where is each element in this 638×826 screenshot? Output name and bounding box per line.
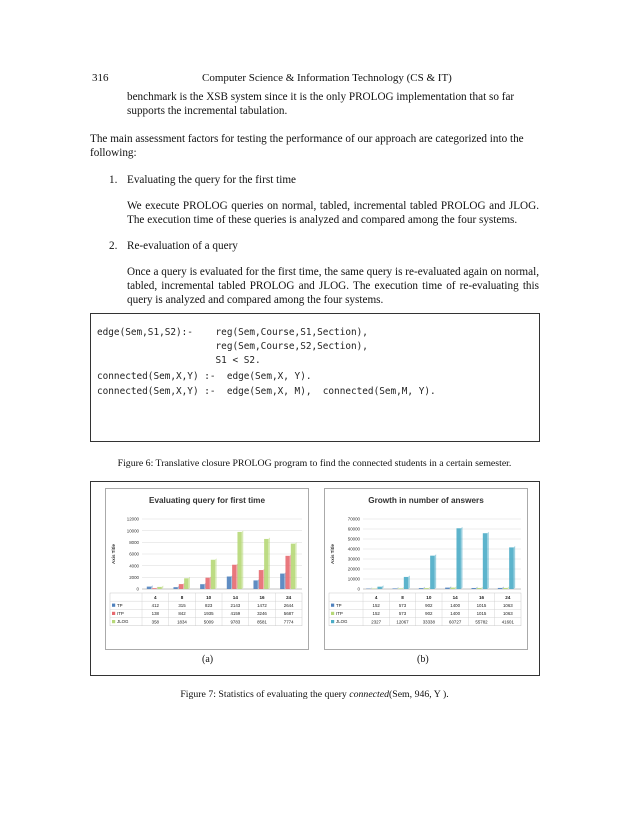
y-tick-label: 60000 bbox=[347, 526, 360, 532]
y-tick-label: 40000 bbox=[347, 546, 360, 552]
legend-swatch-jlog bbox=[331, 620, 334, 623]
y-tick-label: 20000 bbox=[347, 566, 360, 572]
bar-tp bbox=[498, 588, 502, 589]
data-label: 2143 bbox=[230, 603, 241, 608]
y-tick-label: 10000 bbox=[347, 576, 360, 582]
code-line: connected(Sem,X,Y) :- edge(Sem,X, Y). bbox=[97, 371, 312, 382]
figure-7-caption bbox=[90, 689, 539, 700]
bar-side-jlog bbox=[188, 577, 190, 589]
category-label: 4 bbox=[154, 595, 157, 600]
data-label: 1063 bbox=[502, 611, 513, 617]
bar-itp bbox=[232, 565, 236, 589]
bar-side-itp bbox=[481, 587, 483, 589]
data-label: 7774 bbox=[283, 619, 294, 625]
bar-jlog bbox=[456, 528, 460, 589]
data-label: 5009 bbox=[203, 619, 214, 625]
data-label: 902 bbox=[425, 603, 433, 608]
legend-swatch-itp bbox=[112, 612, 115, 615]
data-label: 2644 bbox=[283, 603, 294, 608]
y-tick-label: 70000 bbox=[347, 516, 360, 522]
y-tick-label: 10000 bbox=[126, 528, 139, 534]
bar-side-itp bbox=[455, 586, 457, 589]
item-1-body: We execute PROLOG queries on normal, tabled, incremental tabled PROLOG and JLOG. The execution time of these queries is analyzed and compared among the four systems. bbox=[127, 200, 539, 226]
code-line: connected(Sem,X,Y) :- edge(Sem,X, M), connected(Sem,M, Y). bbox=[97, 386, 436, 397]
data-label: 315 bbox=[178, 603, 186, 608]
legend-label-itp: ITP bbox=[117, 611, 124, 616]
data-label: 842 bbox=[178, 611, 186, 617]
data-label: 9783 bbox=[230, 619, 241, 625]
y-axis-title: Axis Title bbox=[111, 544, 116, 564]
bar-tp bbox=[280, 574, 284, 589]
category-label: 4 bbox=[374, 595, 378, 600]
data-label: 412 bbox=[151, 603, 159, 608]
data-label: 138 bbox=[151, 611, 159, 617]
bar-side-jlog bbox=[295, 542, 297, 589]
chart-a-panel bbox=[105, 488, 309, 650]
legend-label-jlog: JLOG bbox=[117, 619, 129, 625]
bar-tp bbox=[253, 580, 257, 589]
legend-swatch-tp bbox=[112, 604, 115, 607]
code-line: S1 < S2. bbox=[97, 355, 261, 366]
data-label: 1015 bbox=[476, 611, 487, 617]
bar-jlog bbox=[430, 556, 434, 589]
bar-side-jlog bbox=[408, 576, 410, 589]
item-1-title: Evaluating the query for the first time bbox=[127, 174, 297, 186]
data-label: 573 bbox=[398, 603, 407, 608]
bar-jlog bbox=[237, 532, 241, 589]
chart-b bbox=[325, 489, 527, 649]
chart-title: Evaluating query for first time bbox=[148, 496, 266, 505]
bar-itp bbox=[477, 588, 481, 589]
item-2-number: 2. bbox=[109, 240, 118, 252]
data-label: 12067 bbox=[396, 619, 409, 625]
figure-7-caption-query: connected bbox=[349, 689, 389, 700]
intro-line-2: supports the incremental tabulation. bbox=[127, 105, 288, 117]
legend-label-tp: TP bbox=[117, 602, 123, 608]
legend-swatch-jlog bbox=[112, 620, 115, 623]
bar-side-jlog bbox=[382, 585, 384, 589]
category-label: 24 bbox=[286, 595, 292, 600]
data-label: 152 bbox=[372, 611, 380, 617]
figure-6-caption: Figure 6: Translative closure PROLOG program to find the connected students in a certain semester. bbox=[117, 458, 512, 469]
bar-side-jlog bbox=[435, 554, 437, 589]
y-tick-label: 2000 bbox=[129, 574, 139, 580]
assessment-paragraph: The main assessment factors for testing the performance of our approach are categorized into the following: bbox=[90, 133, 524, 159]
bar-side-jlog bbox=[268, 538, 270, 589]
item-2-body: Once a query is evaluated for the first time, the same query is re-evaluated again on normal, tabled, incremental tabled PROLOG and JLOG. The execution time of re-evaluating this query is analyzed and compared among the four systems. bbox=[127, 266, 539, 306]
bar-itp bbox=[259, 570, 263, 589]
bar-jlog bbox=[404, 577, 408, 589]
y-tick-label: 30000 bbox=[347, 556, 360, 562]
bar-jlog bbox=[157, 587, 161, 589]
bar-side-jlog bbox=[242, 531, 244, 589]
code-line: edge(Sem,S1,S2):- reg(Sem,Course,S1,Section), bbox=[97, 327, 368, 338]
bar-itp bbox=[285, 556, 289, 589]
data-label: 60727 bbox=[449, 619, 462, 625]
category-label: 10 bbox=[426, 595, 432, 600]
y-tick-label: 4000 bbox=[129, 563, 139, 569]
bar-jlog bbox=[377, 587, 381, 589]
bar-itp bbox=[503, 588, 507, 589]
bar-tp bbox=[147, 587, 151, 589]
data-label: 1472 bbox=[257, 603, 267, 608]
data-label: 358 bbox=[151, 619, 159, 625]
category-label: 8 bbox=[401, 595, 404, 600]
legend-swatch-tp bbox=[331, 604, 334, 607]
bar-side-jlog bbox=[461, 527, 463, 589]
subfigure-b-label: (b) bbox=[417, 654, 429, 665]
category-label: 10 bbox=[206, 595, 212, 600]
data-label: 3246 bbox=[257, 611, 267, 617]
legend-swatch-itp bbox=[331, 612, 334, 615]
bar-side-jlog bbox=[487, 532, 489, 589]
figure-7-box bbox=[90, 481, 540, 676]
chart-title: Growth in number of answers bbox=[368, 496, 484, 505]
y-tick-label: 8000 bbox=[129, 539, 139, 545]
y-tick-label: 0 bbox=[357, 586, 360, 592]
figure-7-caption-suffix: (Sem, 946, Y ). bbox=[389, 689, 449, 700]
data-label: 573 bbox=[398, 611, 407, 617]
bar-tp bbox=[173, 587, 177, 589]
category-label: 8 bbox=[180, 595, 184, 600]
y-tick-label: 6000 bbox=[129, 551, 139, 557]
bar-tp bbox=[227, 576, 231, 589]
bar-tp bbox=[419, 588, 423, 589]
bar-tp bbox=[471, 588, 475, 589]
bar-jlog bbox=[291, 544, 295, 589]
data-label: 1063 bbox=[502, 603, 513, 608]
chart-a bbox=[106, 489, 308, 649]
code-listing-box bbox=[90, 313, 540, 442]
bar-itp bbox=[424, 588, 428, 589]
data-label: 1935 bbox=[203, 611, 214, 617]
bar-itp bbox=[398, 588, 402, 589]
data-label: 902 bbox=[425, 611, 433, 617]
data-label: 8581 bbox=[257, 619, 267, 625]
bar-itp bbox=[205, 578, 209, 589]
data-label: 55782 bbox=[475, 619, 488, 625]
data-label: 1015 bbox=[476, 603, 487, 608]
bar-tp bbox=[445, 588, 449, 589]
y-axis-title: Axis Title bbox=[330, 544, 335, 564]
data-label: 33338 bbox=[422, 619, 435, 625]
page-number: 316 bbox=[92, 72, 109, 84]
item-2-title: Re-evaluation of a query bbox=[127, 240, 238, 252]
legend-label-itp: ITP bbox=[336, 611, 343, 616]
category-label: 14 bbox=[232, 595, 238, 600]
bar-itp bbox=[152, 588, 156, 589]
bar-itp bbox=[450, 588, 454, 589]
category-label: 16 bbox=[259, 595, 265, 600]
category-label: 16 bbox=[478, 595, 485, 600]
running-header: Computer Science & Information Technology (CS & IT) bbox=[202, 72, 452, 84]
bar-jlog bbox=[509, 547, 513, 589]
chart-b-panel bbox=[324, 488, 528, 650]
data-label: 2327 bbox=[371, 619, 382, 625]
y-tick-label: 0 bbox=[136, 586, 139, 592]
bar-jlog bbox=[264, 539, 268, 589]
code-line: reg(Sem,Course,S2,Section), bbox=[97, 341, 368, 352]
bar-side-itp bbox=[428, 587, 430, 589]
bar-jlog bbox=[184, 578, 188, 589]
bar-jlog bbox=[483, 533, 487, 589]
subfigure-a-label: (a) bbox=[202, 654, 214, 665]
data-label: 1400 bbox=[450, 611, 461, 617]
item-1-number: 1. bbox=[109, 174, 118, 186]
data-label: 823 bbox=[205, 603, 213, 608]
category-label: 14 bbox=[452, 595, 458, 600]
data-label: 5687 bbox=[283, 611, 294, 617]
y-tick-label: 12000 bbox=[126, 516, 139, 522]
category-label: 24 bbox=[505, 595, 511, 600]
legend-label-jlog: JLOG bbox=[336, 619, 348, 625]
figure-7-caption-prefix: Figure 7: Statistics of evaluating the query bbox=[180, 689, 350, 700]
y-tick-label: 50000 bbox=[347, 536, 360, 542]
bar-tp bbox=[392, 588, 396, 589]
bar-side-jlog bbox=[514, 546, 516, 589]
bar-jlog bbox=[211, 560, 215, 589]
legend-label-tp: TP bbox=[336, 602, 342, 608]
data-label: 4159 bbox=[230, 611, 241, 617]
bar-side-itp bbox=[507, 587, 509, 589]
bar-side-jlog bbox=[162, 586, 164, 589]
data-label: 152 bbox=[372, 603, 380, 608]
bar-tp bbox=[200, 584, 204, 589]
data-label: 1834 bbox=[177, 619, 187, 625]
data-label: 1400 bbox=[450, 603, 461, 608]
data-label: 41601 bbox=[501, 619, 514, 625]
bar-side-jlog bbox=[215, 558, 217, 589]
intro-line-1: benchmark is the XSB system since it is the only PROLOG implementation that so far bbox=[127, 91, 515, 103]
bar-itp bbox=[179, 584, 183, 589]
